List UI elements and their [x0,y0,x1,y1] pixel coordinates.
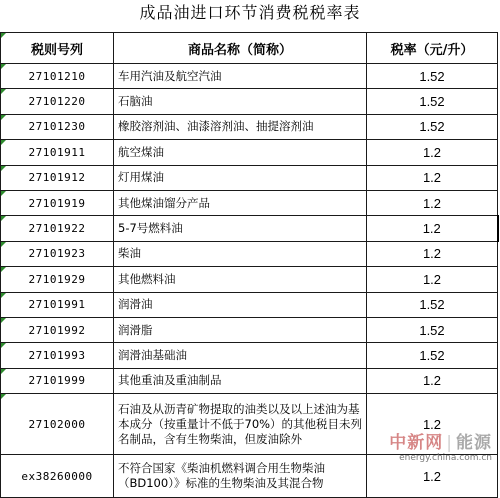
watermark-url: energy.china.com.cn [399,453,492,463]
table-row [1,114,498,139]
tax-rate-cell[interactable]: 1.52 [367,343,498,368]
product-name-cell[interactable]: 5-7号燃料油 [114,216,367,241]
tariff-code-cell[interactable]: 27101923 [1,241,114,266]
table-row [1,317,498,342]
tariff-code-cell[interactable]: 27101230 [1,114,114,139]
table-row [1,267,498,292]
table-row [1,368,498,393]
tariff-code-cell[interactable]: 27101911 [1,140,114,165]
tax-rate-cell[interactable]: 1.2 [367,140,498,165]
product-name-cell[interactable]: 其他煤油馏分产品 [114,190,367,215]
product-name-cell[interactable]: 柴油 [114,241,367,266]
product-name-cell[interactable]: 石油及从沥青矿物提取的油类以及以上述油为基本成分（按重量计不低于70%）的其他税目未列名制品，含有生物柴油，但废油除外 [114,394,367,455]
table-row [1,292,498,317]
tariff-code-cell[interactable]: 27101912 [1,165,114,190]
product-name-cell[interactable]: 车用汽油及航空汽油 [114,64,367,89]
tariff-code-cell[interactable]: 27101991 [1,292,114,317]
tax-rate-cell[interactable]: 1.2 [367,165,498,190]
product-name-cell[interactable]: 其他重油及重油制品 [114,368,367,393]
table-row [1,140,498,165]
product-name-cell[interactable]: 润滑脂 [114,317,367,342]
header-rate[interactable]: 税率（元/升） [367,33,498,64]
tariff-code-cell[interactable]: 27102000 [1,394,114,455]
product-name-cell[interactable]: 润滑油 [114,292,367,317]
table-row [1,241,498,266]
tax-rate-cell[interactable]: 1.2 [367,455,498,498]
watermark-separator: | [446,433,453,453]
tariff-code-cell[interactable]: 27101999 [1,368,114,393]
source-watermark [389,428,492,463]
table-row [1,190,498,215]
tax-rate-cell[interactable]: 1.2 [367,241,498,266]
tariff-code-cell[interactable]: 27101220 [1,89,114,114]
tax-rate-cell[interactable]: 1.2 [367,368,498,393]
product-name-cell[interactable]: 航空煤油 [114,140,367,165]
header-name[interactable]: 商品名称（简称） [114,33,367,64]
tariff-code-cell[interactable]: 27101993 [1,343,114,368]
watermark-logo [389,428,492,453]
watermark-brand-main: 中新网 [389,433,444,453]
table-row [1,89,498,114]
tariff-code-cell[interactable]: 27101929 [1,267,114,292]
tax-rate-cell[interactable]: 1.2 [367,190,498,215]
product-name-cell[interactable]: 不符合国家《柴油机燃料调合用生物柴油（BD100）》标准的生物柴油及其混合物 [114,455,367,498]
tax-rate-cell[interactable]: 1.52 [367,317,498,342]
product-name-cell[interactable]: 其他燃料油 [114,267,367,292]
product-name-cell[interactable]: 灯用煤油 [114,165,367,190]
tariff-code-cell[interactable]: 27101992 [1,317,114,342]
product-name-cell[interactable]: 橡胶溶剂油、油漆溶剂油、抽提溶剂油 [114,114,367,139]
table-row [1,165,498,190]
tax-rate-cell[interactable]: 1.52 [367,64,498,89]
page-title: 成品油进口环节消费税税率表 [139,3,361,22]
table-row [1,216,498,241]
watermark-brand-sub: 能源 [456,433,492,453]
tax-rate-cell[interactable]: 1.52 [367,114,498,139]
tariff-code-cell[interactable]: 27101922 [1,216,114,241]
header-row [1,33,498,64]
tariff-code-cell[interactable]: ex38260000 [1,455,114,498]
header-code[interactable]: 税则号列 [1,33,114,64]
table-row [1,343,498,368]
tax-rate-cell[interactable]: 1.52 [367,89,498,114]
product-name-cell[interactable]: 石脑油 [114,89,367,114]
tax-rate-cell-selected[interactable]: 1.2 [367,216,498,241]
tax-rate-cell[interactable]: 1.52 [367,292,498,317]
tariff-code-cell[interactable]: 27101210 [1,64,114,89]
tax-rate-cell[interactable]: 1.2 [367,394,498,455]
product-name-cell[interactable]: 润滑油基础油 [114,343,367,368]
tax-rate-cell[interactable]: 1.2 [367,267,498,292]
tariff-code-cell[interactable]: 27101919 [1,190,114,215]
table-row [1,64,498,89]
